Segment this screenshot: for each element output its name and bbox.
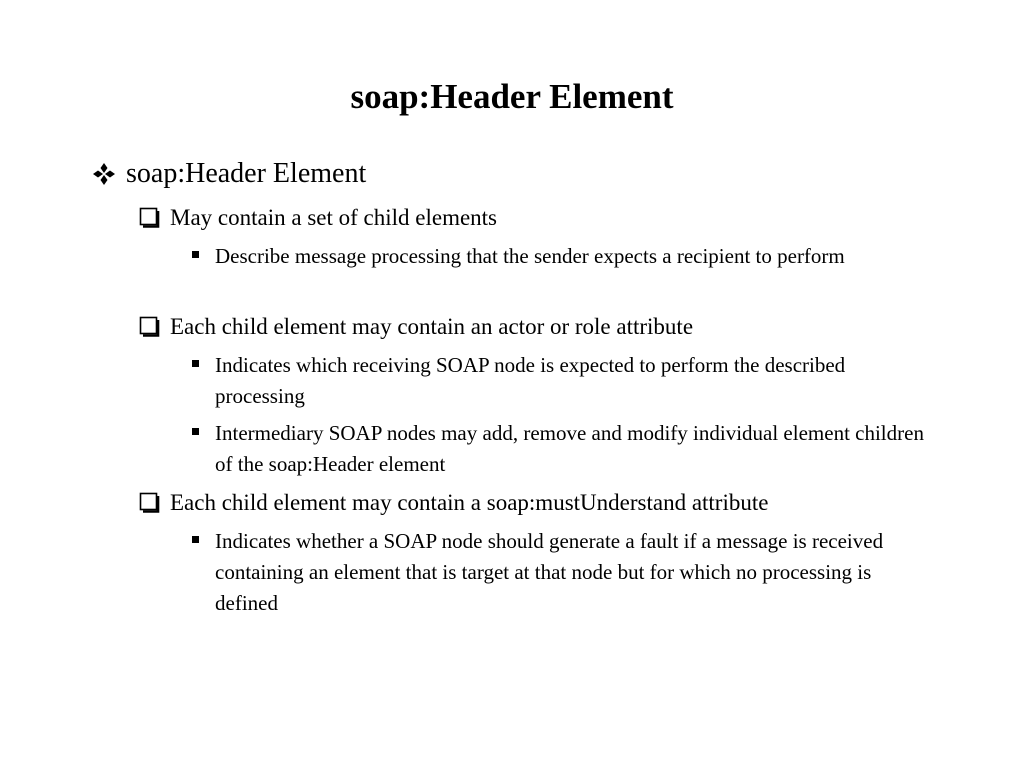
bullet-text: Describe message processing that the sender expects a recipient to perform <box>215 244 845 268</box>
bullet-text: Each child element may contain an actor or role attribute <box>170 314 694 339</box>
bullet-level3 <box>189 350 939 412</box>
bullet-text: Indicates whether a SOAP node should generate a fault if a message is received containing an element that is target at that node but for which no processing is defined <box>215 529 884 615</box>
bullet-text: Each child element may contain a soap:mustUnderstand attribute <box>170 490 769 515</box>
bullet-text: May contain a set of child elements <box>170 205 498 230</box>
bullet-text: soap:Header Element <box>126 158 367 189</box>
slide-title: soap:Header Element <box>350 77 674 116</box>
square-bullet-icon <box>189 418 215 449</box>
diamond-cluster-icon <box>92 157 126 191</box>
bullet-level1 <box>92 157 366 191</box>
bullet-level3 <box>189 418 939 480</box>
bullet-level2 <box>139 312 693 342</box>
bullet-level3 <box>189 241 939 272</box>
bullet-level2 <box>139 488 768 518</box>
hollow-square-icon <box>139 312 170 342</box>
square-bullet-icon <box>189 526 215 557</box>
hollow-square-icon <box>139 488 170 518</box>
bullet-level2 <box>139 203 497 233</box>
square-bullet-icon <box>189 350 215 381</box>
bullet-level3 <box>189 526 939 619</box>
hollow-square-icon <box>139 203 170 233</box>
bullet-text: Intermediary SOAP nodes may add, remove and modify individual element children of the soap:Header element <box>215 421 924 476</box>
square-bullet-icon <box>189 241 215 272</box>
bullet-text: Indicates which receiving SOAP node is expected to perform the described processing <box>215 353 846 408</box>
